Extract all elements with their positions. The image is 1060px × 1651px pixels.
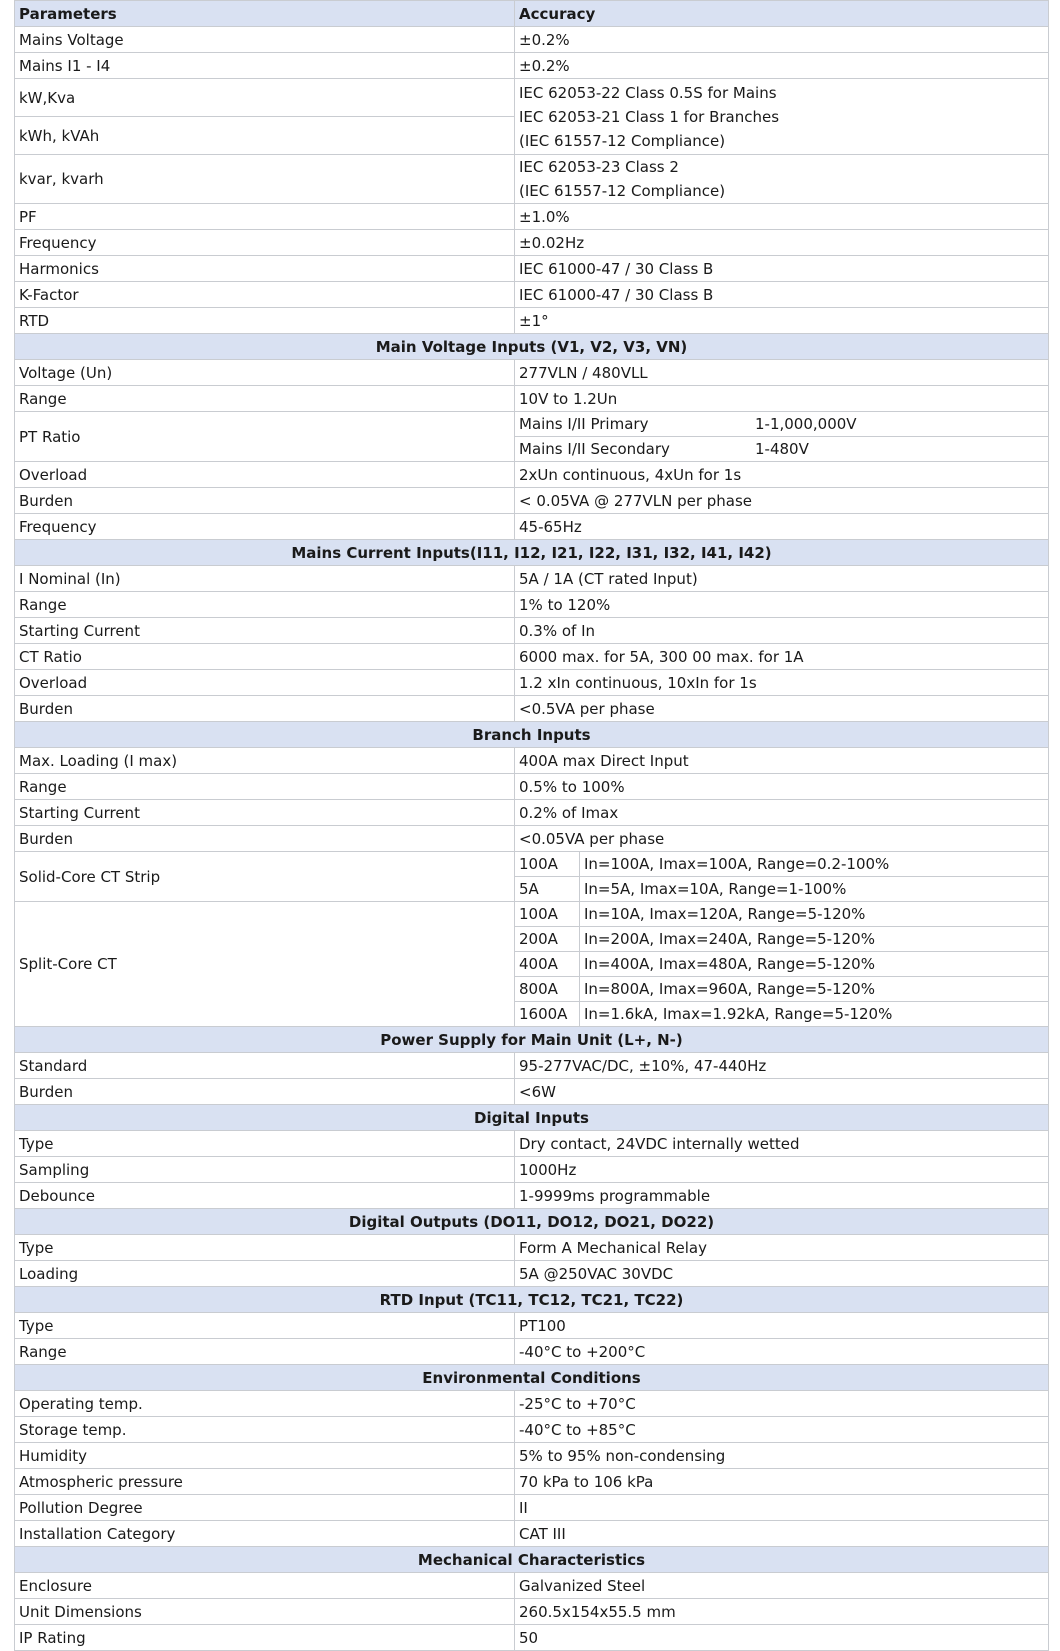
row-label: Mains Voltage xyxy=(15,27,515,53)
ct-spec: In=200A, Imax=240A, Range=5-120% xyxy=(580,927,1049,952)
row-label: IP Rating xyxy=(15,1625,515,1651)
row-label: CT Ratio xyxy=(15,644,515,670)
table-row xyxy=(15,1235,1049,1261)
kvar-line: (IEC 61557-12 Compliance) xyxy=(519,182,726,200)
row-label: K-Factor xyxy=(15,282,515,308)
table-row xyxy=(15,748,1049,774)
row-label: Unit Dimensions xyxy=(15,1599,515,1625)
row-label: Starting Current xyxy=(15,618,515,644)
table-row xyxy=(15,566,1049,592)
row-value: 5A / 1A (CT rated Input) xyxy=(515,566,1049,592)
pt-ratio-row xyxy=(515,412,1048,437)
row-label: Sampling xyxy=(15,1157,515,1183)
row-value: IEC 61000-47 / 30 Class B xyxy=(515,256,1049,282)
ct-row xyxy=(515,952,1048,977)
table-row xyxy=(15,1053,1049,1079)
table-header-row xyxy=(15,1,1049,27)
section-title: Mains Current Inputs(I11, I12, I21, I22, I31, I32, I41, I42) xyxy=(15,540,1049,566)
ct-spec: In=400A, Imax=480A, Range=5-120% xyxy=(580,952,1049,977)
row-value: 95-277VAC/DC, ±10%, 47-440Hz xyxy=(515,1053,1049,1079)
section-row-mechanical xyxy=(15,1547,1049,1573)
row-label: PF xyxy=(15,204,515,230)
row-label: Type xyxy=(15,1235,515,1261)
row-label: Standard xyxy=(15,1053,515,1079)
row-value: ±0.2% xyxy=(515,53,1049,79)
row-value: 5% to 95% non-condensing xyxy=(515,1443,1049,1469)
row-value: 50 xyxy=(515,1625,1049,1651)
table-row xyxy=(15,155,1049,204)
row-value: 1% to 120% xyxy=(515,592,1049,618)
table-row xyxy=(15,1183,1049,1209)
ct-rating: 200A xyxy=(515,927,580,952)
row-label: Range xyxy=(15,386,515,412)
row-label: Operating temp. xyxy=(15,1391,515,1417)
row-value: -40°C to +85°C xyxy=(515,1417,1049,1443)
row-value: <0.5VA per phase xyxy=(515,696,1049,722)
row-label: Overload xyxy=(15,462,515,488)
row-value: 10V to 1.2Un xyxy=(515,386,1049,412)
table-row xyxy=(15,204,1049,230)
row-label: Mains I1 - I4 xyxy=(15,53,515,79)
ct-spec: In=800A, Imax=960A, Range=5-120% xyxy=(580,977,1049,1002)
row-label: Range xyxy=(15,592,515,618)
table-row xyxy=(15,256,1049,282)
row-label: Pollution Degree xyxy=(15,1495,515,1521)
table-row xyxy=(15,1469,1049,1495)
section-title: Digital Outputs (DO11, DO12, DO21, DO22) xyxy=(15,1209,1049,1235)
section-row-mains-current xyxy=(15,540,1049,566)
row-label: Solid-Core CT Strip xyxy=(15,852,515,902)
table-row xyxy=(15,1599,1049,1625)
row-label: Debounce xyxy=(15,1183,515,1209)
section-row-digital-outputs xyxy=(15,1209,1049,1235)
row-label: Enclosure xyxy=(15,1573,515,1599)
row-label: Storage temp. xyxy=(15,1417,515,1443)
table-row xyxy=(15,592,1049,618)
ct-row xyxy=(515,877,1048,902)
row-label: Voltage (Un) xyxy=(15,360,515,386)
row-label: Harmonics xyxy=(15,256,515,282)
table-row xyxy=(15,1131,1049,1157)
header-accuracy: Accuracy xyxy=(515,1,1049,27)
table-row xyxy=(15,1339,1049,1365)
specifications-table xyxy=(14,0,1049,1651)
row-value: 1.2 xIn continuous, 10xIn for 1s xyxy=(515,670,1049,696)
table-row xyxy=(15,774,1049,800)
table-row xyxy=(15,618,1049,644)
ct-rating: 100A xyxy=(515,852,580,877)
energy-line: (IEC 61557-12 Compliance) xyxy=(519,131,726,150)
ct-spec: In=100A, Imax=100A, Range=0.2-100% xyxy=(584,855,890,873)
row-value: Dry contact, 24VDC internally wetted xyxy=(515,1131,1049,1157)
table-row xyxy=(15,1443,1049,1469)
ct-row xyxy=(515,1002,1048,1027)
row-value: IEC 61000-47 / 30 Class B xyxy=(515,282,1049,308)
row-label: Loading xyxy=(15,1261,515,1287)
row-value: 400A max Direct Input xyxy=(515,748,1049,774)
row-label: kvar, kvarh xyxy=(15,155,515,204)
row-value: 260.5x154x55.5 mm xyxy=(515,1599,1049,1625)
solid-core-values xyxy=(515,852,1049,902)
row-value: 0.2% of Imax xyxy=(515,800,1049,826)
table-row xyxy=(15,308,1049,334)
table-row xyxy=(15,644,1049,670)
row-value: 1-9999ms programmable xyxy=(515,1183,1049,1209)
row-value: -40°C to +200°C xyxy=(515,1339,1049,1365)
pt-ratio-value: 1-1,000,000V xyxy=(755,415,857,433)
row-label: Burden xyxy=(15,488,515,514)
pt-ratio-value: 1-480V xyxy=(751,437,1048,462)
section-row-main-voltage xyxy=(15,334,1049,360)
section-row-rtd-input xyxy=(15,1287,1049,1313)
pt-ratio-values xyxy=(515,412,1049,462)
row-label: Starting Current xyxy=(15,800,515,826)
pt-ratio-row xyxy=(515,437,1048,462)
section-row-branch xyxy=(15,722,1049,748)
table-row xyxy=(15,1313,1049,1339)
table-row xyxy=(15,412,1049,462)
section-title: Power Supply for Main Unit (L+, N-) xyxy=(15,1027,1049,1053)
row-value: <0.05VA per phase xyxy=(515,826,1049,852)
table-row xyxy=(15,360,1049,386)
energy-accuracy-value xyxy=(515,79,1049,155)
kvar-accuracy-value xyxy=(515,155,1049,204)
row-value: 5A @250VAC 30VDC xyxy=(515,1261,1049,1287)
split-core-values xyxy=(515,902,1049,1027)
row-label: Type xyxy=(15,1131,515,1157)
kvar-line: IEC 62053-23 Class 2 xyxy=(519,158,679,176)
section-row-power-supply xyxy=(15,1027,1049,1053)
table-row xyxy=(15,1157,1049,1183)
row-value: <6W xyxy=(515,1079,1049,1105)
row-label: PT Ratio xyxy=(15,412,515,462)
table-row xyxy=(15,462,1049,488)
header-parameters: Parameters xyxy=(15,1,515,27)
table-row xyxy=(15,902,1049,1027)
ct-rating: 100A xyxy=(515,902,580,927)
row-value: Form A Mechanical Relay xyxy=(515,1235,1049,1261)
row-value: 0.3% of In xyxy=(515,618,1049,644)
row-value: 6000 max. for 5A, 300 00 max. for 1A xyxy=(515,644,1049,670)
row-value: Galvanized Steel xyxy=(515,1573,1049,1599)
row-value: II xyxy=(515,1495,1049,1521)
table-row xyxy=(15,1521,1049,1547)
table-row xyxy=(15,386,1049,412)
row-label: kWh, kVAh xyxy=(15,117,515,155)
table-row xyxy=(15,514,1049,540)
ct-row xyxy=(515,852,1048,877)
section-title: Branch Inputs xyxy=(15,722,1049,748)
row-label: Burden xyxy=(15,826,515,852)
row-label: Range xyxy=(15,774,515,800)
energy-line: IEC 62053-21 Class 1 for Branches xyxy=(519,107,780,126)
row-value: ±1.0% xyxy=(515,204,1049,230)
table-row xyxy=(15,1079,1049,1105)
ct-rating: 800A xyxy=(515,977,580,1002)
row-label: Atmospheric pressure xyxy=(15,1469,515,1495)
table-row xyxy=(15,79,1049,117)
split-core-subtable xyxy=(515,902,1048,1026)
solid-core-subtable xyxy=(515,852,1048,901)
pt-ratio-name: Mains I/II Secondary xyxy=(515,437,751,462)
table-row xyxy=(15,282,1049,308)
table-row xyxy=(15,1495,1049,1521)
row-label: Burden xyxy=(15,1079,515,1105)
row-value: ±0.2% xyxy=(515,27,1049,53)
table-row xyxy=(15,1391,1049,1417)
row-value: ±0.02Hz xyxy=(515,230,1049,256)
section-title: Main Voltage Inputs (V1, V2, V3, VN) xyxy=(15,334,1049,360)
ct-row xyxy=(515,977,1048,1002)
section-title: Digital Inputs xyxy=(15,1105,1049,1131)
ct-spec: In=10A, Imax=120A, Range=5-120% xyxy=(584,905,866,923)
ct-spec: In=5A, Imax=10A, Range=1-100% xyxy=(580,877,1049,902)
row-label: Max. Loading (I max) xyxy=(15,748,515,774)
table-row xyxy=(15,230,1049,256)
table-row xyxy=(15,800,1049,826)
row-value: -25°C to +70°C xyxy=(515,1391,1049,1417)
section-title: RTD Input (TC11, TC12, TC21, TC22) xyxy=(15,1287,1049,1313)
table-row xyxy=(15,852,1049,902)
row-label: Split-Core CT xyxy=(15,902,515,1027)
table-row xyxy=(15,1417,1049,1443)
row-value: 1000Hz xyxy=(515,1157,1049,1183)
ct-rating: 400A xyxy=(515,952,580,977)
section-row-environmental xyxy=(15,1365,1049,1391)
row-label: Frequency xyxy=(15,230,515,256)
table-row xyxy=(15,1261,1049,1287)
section-title: Environmental Conditions xyxy=(15,1365,1049,1391)
row-label: kW,Kva xyxy=(15,79,515,117)
ct-rating: 5A xyxy=(515,877,580,902)
table-row xyxy=(15,1573,1049,1599)
row-label: Type xyxy=(15,1313,515,1339)
row-label: Overload xyxy=(15,670,515,696)
row-value: CAT III xyxy=(515,1521,1049,1547)
table-row xyxy=(15,53,1049,79)
ct-rating: 1600A xyxy=(515,1002,580,1027)
ct-spec: In=1.6kA, Imax=1.92kA, Range=5-120% xyxy=(580,1002,1049,1027)
table-row xyxy=(15,488,1049,514)
row-label: I Nominal (In) xyxy=(15,566,515,592)
ct-row xyxy=(515,902,1048,927)
energy-line: IEC 62053-22 Class 0.5S for Mains xyxy=(519,83,777,102)
table-row xyxy=(15,826,1049,852)
row-label: RTD xyxy=(15,308,515,334)
row-label: Installation Category xyxy=(15,1521,515,1547)
row-value: ±1° xyxy=(515,308,1049,334)
row-value: 70 kPa to 106 kPa xyxy=(515,1469,1049,1495)
table-row xyxy=(15,696,1049,722)
table-row xyxy=(15,1625,1049,1651)
row-label: Frequency xyxy=(15,514,515,540)
row-value: PT100 xyxy=(515,1313,1049,1339)
row-value: < 0.05VA @ 277VLN per phase xyxy=(515,488,1049,514)
row-value: 45-65Hz xyxy=(515,514,1049,540)
row-value: 277VLN / 480VLL xyxy=(515,360,1049,386)
row-value: 0.5% to 100% xyxy=(515,774,1049,800)
ct-row xyxy=(515,927,1048,952)
section-title: Mechanical Characteristics xyxy=(15,1547,1049,1573)
table-row xyxy=(15,670,1049,696)
row-value: 2xUn continuous, 4xUn for 1s xyxy=(515,462,1049,488)
pt-ratio-subtable xyxy=(515,412,1048,461)
pt-ratio-name: Mains I/II Primary xyxy=(519,415,649,433)
row-label: Range xyxy=(15,1339,515,1365)
section-row-digital-inputs xyxy=(15,1105,1049,1131)
row-label: Humidity xyxy=(15,1443,515,1469)
row-label: Burden xyxy=(15,696,515,722)
table-row xyxy=(15,27,1049,53)
